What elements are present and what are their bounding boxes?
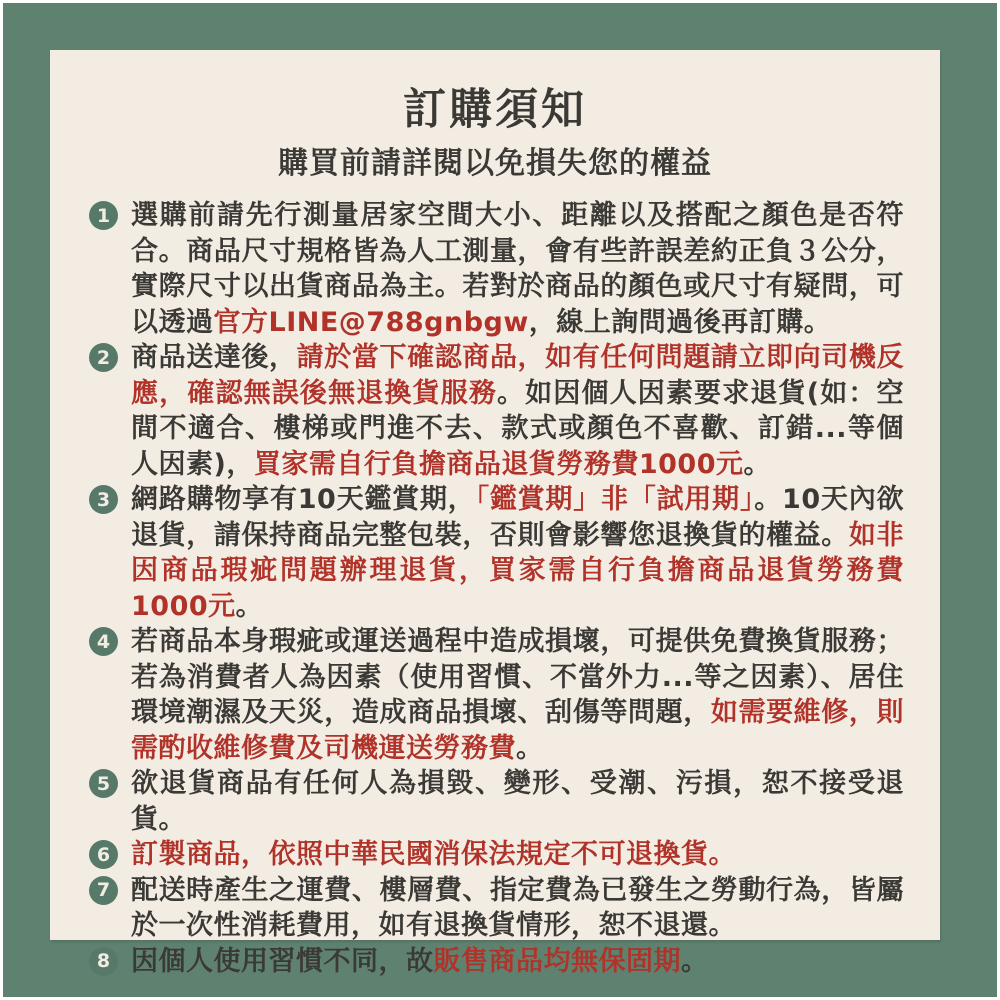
item-number-badge: 1 [89,201,118,230]
body-text: 。10天內欲退貨，請保持商品完整包裝，否則會影響您退換貨的權益。 [131,484,905,551]
page-title: 訂購須知 [403,85,587,135]
item-number-badge: 6 [89,840,118,869]
body-text: 商品送達後， [131,342,297,373]
notice-item-text [131,873,904,944]
body-text: 欲退貨商品有任何人為損毀、變形、受潮、污損，恕不接受退貨。 [131,768,904,835]
notice-item-text [131,766,904,837]
body-text: 選購前請先行測量居家空間大小、距離以及搭配之顏色是否符合。商品尺寸規格皆為人工測量，會有些許誤差約正負３公分，實際尺寸以出貨商品為主。若對於商品的顏色或尺寸有疑問，可以透過 [131,200,904,338]
item-number-badge: 8 [89,947,118,976]
highlighted-text: 如需要維修，則需酌收維修費及司機運送勞務費 [131,697,905,764]
notice-item-text [131,482,904,624]
highlighted-text: 訂製商品，依照中華民國消保法規定不可退換貨。 [131,839,736,870]
highlighted-text: 官方LINE@788gnbgw [213,306,529,338]
item-number-badge: 7 [89,876,118,905]
body-text: 。 [516,732,544,764]
body-text: 若商品本身瑕疵或運送過程中造成損壞，可提供免費換貨服務；若為消費者人為因素（使用習慣、不當外力...等之因素）、居住環境潮濕及天災，造成商品損壞、刮傷等問題， [131,626,904,728]
body-text: 。如因個人因素要求退貨(如：空間不適合、樓梯或門進不去、款式或顏色不喜歡、訂錯...等個人因素)， [131,377,905,480]
notice-item [89,482,904,624]
notice-panel [50,50,940,977]
page-subtitle: 購買前請詳閱以免損失您的權益 [278,146,712,181]
notice-item [89,766,904,837]
body-text: ，線上詢問過後再訂購。 [528,306,832,338]
notice-item [89,624,904,766]
body-text: 。 [743,448,771,480]
notice-item [89,198,904,340]
notice-item [89,944,904,980]
body-text: 配送時產生之運費、樓層費、指定費為已發生之勞動行為，皆屬於一次性消耗費用，如有退換貨情形，恕不退還。 [131,874,904,941]
body-text: 網路購物享有10天鑑賞期， [131,484,476,515]
notice-item [89,340,904,482]
item-number-badge: 4 [89,627,118,656]
notice-item-text [131,944,709,980]
notice-item [89,873,904,944]
item-number-badge: 5 [89,769,118,798]
notice-list [50,198,940,979]
body-text: 。 [681,945,709,977]
highlighted-text: 買家需自行負擔商品退貨勞務費1000元 [253,448,744,480]
notice-item-text [131,624,904,766]
highlighted-text: 販售商品均無保固期 [433,945,681,977]
body-text: 因個人使用習慣不同，故 [131,945,434,977]
highlighted-text: 「鑑賞期」非「試用期」 [475,484,755,515]
notice-item [89,837,904,873]
item-number-badge: 3 [89,485,118,514]
item-number-badge: 2 [89,343,118,372]
highlighted-text: 如非因商品瑕疵問題辦理退貨，買家需自行負擔商品退貨勞務費1000元 [131,519,905,622]
body-text: 。 [235,590,264,622]
notice-item-text [131,198,904,340]
notice-item-text [131,340,904,482]
notice-item-text [131,837,736,873]
highlighted-text: 請於當下確認商品，如有任何問題請立即向司機反應，確認無誤後無退換貨服務 [131,342,905,409]
